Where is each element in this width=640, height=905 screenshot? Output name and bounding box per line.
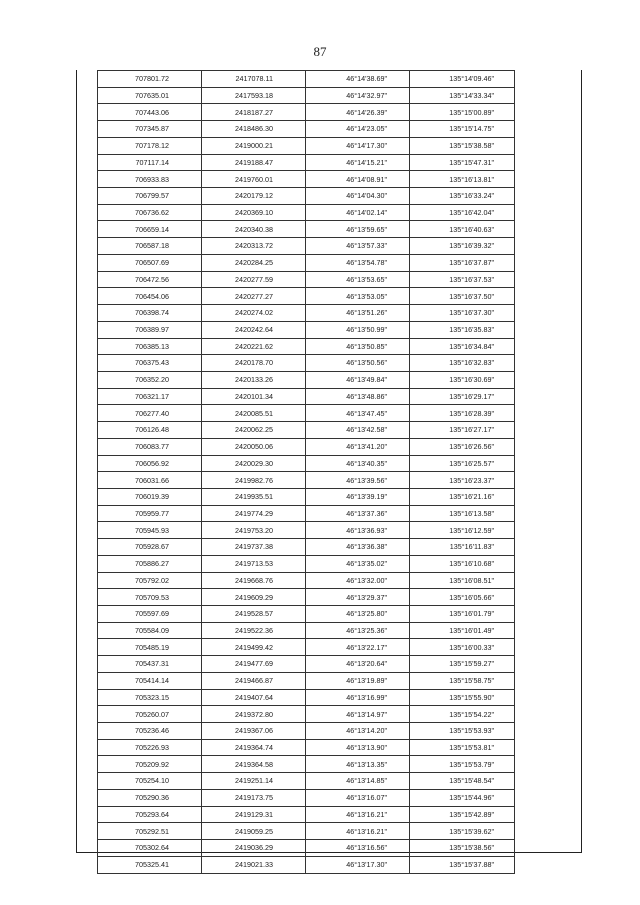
y-coordinate-cell: 2419774.29 (202, 505, 306, 522)
table-row (98, 723, 515, 740)
x-coordinate-cell: 706375.43 (98, 355, 202, 372)
y-coordinate-cell: 2419036.29 (202, 840, 306, 857)
y-coordinate-cell: 2419251.14 (202, 773, 306, 790)
latitude-cell: 46°13'59.65" (306, 221, 410, 238)
x-coordinate-cell: 705792.02 (98, 572, 202, 589)
latitude-cell: 46°13'47.45" (306, 405, 410, 422)
longitude-cell: 135°16'00.33" (410, 639, 515, 656)
table-row (98, 405, 515, 422)
table-row (98, 154, 515, 171)
longitude-cell: 135°15'37.88" (410, 856, 515, 873)
table-row (98, 271, 515, 288)
x-coordinate-cell: 707178.12 (98, 137, 202, 154)
table-row (98, 71, 515, 88)
x-coordinate-cell: 705293.64 (98, 806, 202, 823)
x-coordinate-cell: 705226.93 (98, 739, 202, 756)
y-coordinate-cell: 2419372.80 (202, 706, 306, 723)
latitude-cell: 46°13'25.36" (306, 622, 410, 639)
x-coordinate-cell: 705323.15 (98, 689, 202, 706)
table-row (98, 539, 515, 556)
x-coordinate-cell: 705437.31 (98, 656, 202, 673)
x-coordinate-cell: 706277.40 (98, 405, 202, 422)
page-number: 87 (313, 44, 327, 59)
y-coordinate-cell: 2419059.25 (202, 823, 306, 840)
table-row (98, 773, 515, 790)
x-coordinate-cell: 706126.48 (98, 422, 202, 439)
longitude-cell: 135°15'58.75" (410, 672, 515, 689)
table-row (98, 639, 515, 656)
latitude-cell: 46°13'29.37" (306, 589, 410, 606)
y-coordinate-cell: 2418486.30 (202, 121, 306, 138)
x-coordinate-cell: 706507.69 (98, 254, 202, 271)
longitude-cell: 135°16'23.37" (410, 472, 515, 489)
x-coordinate-cell: 707345.87 (98, 121, 202, 138)
x-coordinate-cell: 706472.56 (98, 271, 202, 288)
longitude-cell: 135°16'29.17" (410, 388, 515, 405)
latitude-cell: 46°13'50.85" (306, 338, 410, 355)
latitude-cell: 46°13'14.97" (306, 706, 410, 723)
x-coordinate-cell: 706799.57 (98, 188, 202, 205)
x-coordinate-cell: 706659.14 (98, 221, 202, 238)
y-coordinate-cell: 2419364.58 (202, 756, 306, 773)
longitude-cell: 135°15'53.93" (410, 723, 515, 740)
table-row (98, 104, 515, 121)
y-coordinate-cell: 2420050.06 (202, 438, 306, 455)
latitude-cell: 46°13'54.78" (306, 254, 410, 271)
x-coordinate-cell: 706056.92 (98, 455, 202, 472)
y-coordinate-cell: 2419737.38 (202, 539, 306, 556)
latitude-cell: 46°13'49.84" (306, 371, 410, 388)
table-row (98, 555, 515, 572)
y-coordinate-cell: 2420179.12 (202, 188, 306, 205)
table-row (98, 305, 515, 322)
longitude-cell: 135°16'35.83" (410, 321, 515, 338)
x-coordinate-cell: 705260.07 (98, 706, 202, 723)
y-coordinate-cell: 2419367.06 (202, 723, 306, 740)
y-coordinate-cell: 2419173.75 (202, 789, 306, 806)
latitude-cell: 46°13'19.89" (306, 672, 410, 689)
longitude-cell: 135°15'00.89" (410, 104, 515, 121)
longitude-cell: 135°16'28.39" (410, 405, 515, 422)
table-row (98, 739, 515, 756)
table-row (98, 522, 515, 539)
table-row (98, 689, 515, 706)
x-coordinate-cell: 705325.41 (98, 856, 202, 873)
longitude-cell: 135°16'27.17" (410, 422, 515, 439)
y-coordinate-cell: 2419000.21 (202, 137, 306, 154)
latitude-cell: 46°13'16.21" (306, 823, 410, 840)
table-row (98, 254, 515, 271)
longitude-cell: 135°16'25.57" (410, 455, 515, 472)
longitude-cell: 135°16'12.59" (410, 522, 515, 539)
latitude-cell: 46°13'17.30" (306, 856, 410, 873)
y-coordinate-cell: 2419522.36 (202, 622, 306, 639)
y-coordinate-cell: 2419407.64 (202, 689, 306, 706)
longitude-cell: 135°16'01.79" (410, 606, 515, 623)
x-coordinate-cell: 705414.14 (98, 672, 202, 689)
latitude-cell: 46°13'25.80" (306, 606, 410, 623)
latitude-cell: 46°13'16.99" (306, 689, 410, 706)
y-coordinate-cell: 2420133.26 (202, 371, 306, 388)
longitude-cell: 135°16'37.30" (410, 305, 515, 322)
longitude-cell: 135°16'05.66" (410, 589, 515, 606)
latitude-cell: 46°13'48.86" (306, 388, 410, 405)
table-row (98, 288, 515, 305)
latitude-cell: 46°14'04.30" (306, 188, 410, 205)
x-coordinate-cell: 707443.06 (98, 104, 202, 121)
x-coordinate-cell: 705597.69 (98, 606, 202, 623)
y-coordinate-cell: 2419753.20 (202, 522, 306, 539)
table-row (98, 438, 515, 455)
latitude-cell: 46°13'50.99" (306, 321, 410, 338)
longitude-cell: 135°16'21.16" (410, 488, 515, 505)
y-coordinate-cell: 2420284.25 (202, 254, 306, 271)
y-coordinate-cell: 2420062.25 (202, 422, 306, 439)
longitude-cell: 135°14'33.34" (410, 87, 515, 104)
x-coordinate-cell: 707117.14 (98, 154, 202, 171)
y-coordinate-cell: 2419466.87 (202, 672, 306, 689)
table-row (98, 672, 515, 689)
table-row (98, 455, 515, 472)
table-row (98, 221, 515, 238)
latitude-cell: 46°14'08.91" (306, 171, 410, 188)
latitude-cell: 46°13'36.38" (306, 539, 410, 556)
x-coordinate-cell: 706398.74 (98, 305, 202, 322)
y-coordinate-cell: 2420369.10 (202, 204, 306, 221)
y-coordinate-cell: 2419477.69 (202, 656, 306, 673)
longitude-cell: 135°16'34.84" (410, 338, 515, 355)
y-coordinate-cell: 2419021.33 (202, 856, 306, 873)
longitude-cell: 135°15'55.90" (410, 689, 515, 706)
x-coordinate-cell: 705302.64 (98, 840, 202, 857)
y-coordinate-cell: 2419668.76 (202, 572, 306, 589)
longitude-cell: 135°15'44.96" (410, 789, 515, 806)
latitude-cell: 46°13'53.65" (306, 271, 410, 288)
table-row (98, 589, 515, 606)
latitude-cell: 46°14'38.69" (306, 71, 410, 88)
x-coordinate-cell: 706019.39 (98, 488, 202, 505)
latitude-cell: 46°14'02.14" (306, 204, 410, 221)
y-coordinate-cell: 2419982.76 (202, 472, 306, 489)
x-coordinate-cell: 707635.01 (98, 87, 202, 104)
x-coordinate-cell: 706083.77 (98, 438, 202, 455)
longitude-cell: 135°16'30.69" (410, 371, 515, 388)
longitude-cell: 135°16'40.63" (410, 221, 515, 238)
y-coordinate-cell: 2417593.18 (202, 87, 306, 104)
longitude-cell: 135°16'13.81" (410, 171, 515, 188)
x-coordinate-cell: 706031.66 (98, 472, 202, 489)
table-row (98, 789, 515, 806)
latitude-cell: 46°13'40.35" (306, 455, 410, 472)
longitude-cell: 135°15'48.54" (410, 773, 515, 790)
y-coordinate-cell: 2420178.70 (202, 355, 306, 372)
y-coordinate-cell: 2420029.30 (202, 455, 306, 472)
y-coordinate-cell: 2420277.59 (202, 271, 306, 288)
longitude-cell: 135°15'42.89" (410, 806, 515, 823)
table-row (98, 87, 515, 104)
table-row (98, 656, 515, 673)
table-row (98, 706, 515, 723)
longitude-cell: 135°16'08.51" (410, 572, 515, 589)
x-coordinate-cell: 705928.67 (98, 539, 202, 556)
coordinates-table (97, 70, 515, 874)
table-row (98, 823, 515, 840)
latitude-cell: 46°13'22.17" (306, 639, 410, 656)
y-coordinate-cell: 2419129.31 (202, 806, 306, 823)
longitude-cell: 135°16'33.24" (410, 188, 515, 205)
latitude-cell: 46°13'14.85" (306, 773, 410, 790)
table-row (98, 472, 515, 489)
y-coordinate-cell: 2419713.53 (202, 555, 306, 572)
latitude-cell: 46°13'42.58" (306, 422, 410, 439)
x-coordinate-cell: 705709.53 (98, 589, 202, 606)
x-coordinate-cell: 706587.18 (98, 238, 202, 255)
x-coordinate-cell: 705236.46 (98, 723, 202, 740)
longitude-cell: 135°15'53.81" (410, 739, 515, 756)
longitude-cell: 135°15'38.58" (410, 137, 515, 154)
table-row (98, 121, 515, 138)
y-coordinate-cell: 2419760.01 (202, 171, 306, 188)
latitude-cell: 46°14'26.39" (306, 104, 410, 121)
y-coordinate-cell: 2419528.57 (202, 606, 306, 623)
table-row (98, 756, 515, 773)
x-coordinate-cell: 705959.77 (98, 505, 202, 522)
y-coordinate-cell: 2420101.34 (202, 388, 306, 405)
x-coordinate-cell: 707801.72 (98, 71, 202, 88)
latitude-cell: 46°13'39.56" (306, 472, 410, 489)
table-row (98, 371, 515, 388)
table-row (98, 137, 515, 154)
longitude-cell: 135°16'37.50" (410, 288, 515, 305)
table-row (98, 338, 515, 355)
y-coordinate-cell: 2418187.27 (202, 104, 306, 121)
table-row (98, 171, 515, 188)
latitude-cell: 46°13'32.00" (306, 572, 410, 589)
y-coordinate-cell: 2419499.42 (202, 639, 306, 656)
y-coordinate-cell: 2417078.11 (202, 71, 306, 88)
longitude-cell: 135°16'42.04" (410, 204, 515, 221)
longitude-cell: 135°16'13.58" (410, 505, 515, 522)
longitude-cell: 135°15'39.62" (410, 823, 515, 840)
y-coordinate-cell: 2419935.51 (202, 488, 306, 505)
latitude-cell: 46°14'23.05" (306, 121, 410, 138)
longitude-cell: 135°16'37.87" (410, 254, 515, 271)
latitude-cell: 46°13'53.05" (306, 288, 410, 305)
longitude-cell: 135°15'54.22" (410, 706, 515, 723)
latitude-cell: 46°13'39.19" (306, 488, 410, 505)
table-row (98, 321, 515, 338)
table-row (98, 488, 515, 505)
latitude-cell: 46°13'50.56" (306, 355, 410, 372)
y-coordinate-cell: 2420340.38 (202, 221, 306, 238)
x-coordinate-cell: 705485.19 (98, 639, 202, 656)
coordinates-table-body (98, 71, 515, 874)
latitude-cell: 46°13'16.56" (306, 840, 410, 857)
y-coordinate-cell: 2420242.64 (202, 321, 306, 338)
longitude-cell: 135°16'37.53" (410, 271, 515, 288)
x-coordinate-cell: 705886.27 (98, 555, 202, 572)
longitude-cell: 135°15'53.79" (410, 756, 515, 773)
y-coordinate-cell: 2419609.29 (202, 589, 306, 606)
table-row (98, 188, 515, 205)
latitude-cell: 46°13'20.64" (306, 656, 410, 673)
y-coordinate-cell: 2420085.51 (202, 405, 306, 422)
y-coordinate-cell: 2419188.47 (202, 154, 306, 171)
x-coordinate-cell: 706454.06 (98, 288, 202, 305)
latitude-cell: 46°14'32.97" (306, 87, 410, 104)
latitude-cell: 46°13'36.93" (306, 522, 410, 539)
latitude-cell: 46°13'14.20" (306, 723, 410, 740)
x-coordinate-cell: 705945.93 (98, 522, 202, 539)
x-coordinate-cell: 706389.97 (98, 321, 202, 338)
latitude-cell: 46°13'37.36" (306, 505, 410, 522)
latitude-cell: 46°13'41.20" (306, 438, 410, 455)
longitude-cell: 135°14'09.46" (410, 71, 515, 88)
table-row (98, 622, 515, 639)
table-row (98, 238, 515, 255)
table-row (98, 422, 515, 439)
longitude-cell: 135°15'47.31" (410, 154, 515, 171)
latitude-cell: 46°13'16.21" (306, 806, 410, 823)
table-row (98, 856, 515, 873)
x-coordinate-cell: 706352.20 (98, 371, 202, 388)
x-coordinate-cell: 705290.36 (98, 789, 202, 806)
x-coordinate-cell: 706933.83 (98, 171, 202, 188)
table-row (98, 355, 515, 372)
table-row (98, 505, 515, 522)
longitude-cell: 135°15'59.27" (410, 656, 515, 673)
latitude-cell: 46°13'57.33" (306, 238, 410, 255)
x-coordinate-cell: 705209.92 (98, 756, 202, 773)
latitude-cell: 46°13'51.26" (306, 305, 410, 322)
latitude-cell: 46°13'16.07" (306, 789, 410, 806)
table-row (98, 204, 515, 221)
x-coordinate-cell: 706385.13 (98, 338, 202, 355)
longitude-cell: 135°16'11.83" (410, 539, 515, 556)
latitude-cell: 46°13'13.90" (306, 739, 410, 756)
y-coordinate-cell: 2420274.02 (202, 305, 306, 322)
latitude-cell: 46°13'13.35" (306, 756, 410, 773)
longitude-cell: 135°16'39.32" (410, 238, 515, 255)
longitude-cell: 135°16'32.83" (410, 355, 515, 372)
table-row (98, 606, 515, 623)
table-row (98, 388, 515, 405)
x-coordinate-cell: 706736.62 (98, 204, 202, 221)
table-row (98, 840, 515, 857)
table-row (98, 572, 515, 589)
latitude-cell: 46°14'15.21" (306, 154, 410, 171)
longitude-cell: 135°15'14.75" (410, 121, 515, 138)
x-coordinate-cell: 705292.51 (98, 823, 202, 840)
x-coordinate-cell: 706321.17 (98, 388, 202, 405)
longitude-cell: 135°16'01.49" (410, 622, 515, 639)
x-coordinate-cell: 705584.09 (98, 622, 202, 639)
longitude-cell: 135°16'26.56" (410, 438, 515, 455)
longitude-cell: 135°15'38.56" (410, 840, 515, 857)
y-coordinate-cell: 2419364.74 (202, 739, 306, 756)
longitude-cell: 135°16'10.68" (410, 555, 515, 572)
x-coordinate-cell: 705254.10 (98, 773, 202, 790)
table-row (98, 806, 515, 823)
latitude-cell: 46°13'35.02" (306, 555, 410, 572)
y-coordinate-cell: 2420313.72 (202, 238, 306, 255)
y-coordinate-cell: 2420221.62 (202, 338, 306, 355)
document-table-frame (76, 70, 582, 870)
latitude-cell: 46°14'17.30" (306, 137, 410, 154)
y-coordinate-cell: 2420277.27 (202, 288, 306, 305)
